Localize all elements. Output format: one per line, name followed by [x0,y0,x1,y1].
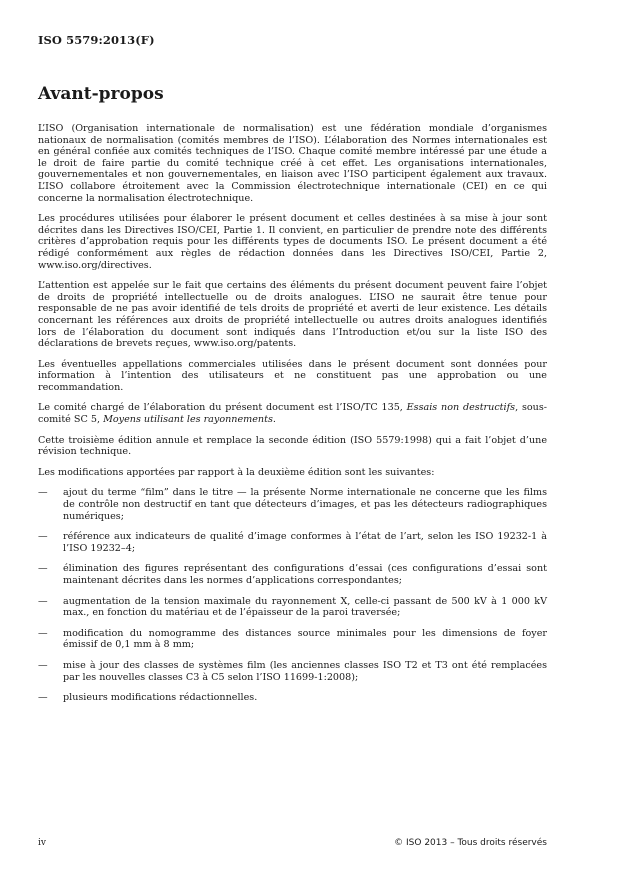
list-item-text: ajout du terme “film” dans le titre — la présente Norme internationale ne concerne que les films de contrôle non destructif en tant que détecteurs d’images, et pas les détecteurs radiographiques numériques; [63,487,547,522]
list-dash: — [38,531,48,543]
list-item-text: référence aux indicateurs de qualité d’image conformes à l’état de l’art, selon les ISO 19232-1 à l’ISO 19232–4; [63,531,547,554]
foreword-body [38,123,547,713]
paragraph-committee [38,402,547,425]
list-item [38,660,547,683]
committee-sc-title: Moyens utilisant les rayonnements [103,414,273,426]
list-item [38,596,547,619]
paragraph-trade-names: Les éventuelles appellations commerciales utilisées dans le présent document sont données pour information à l’intention des utilisateurs et ne constituent pas une approbation ou une recommandation. [38,358,547,393]
list-item-text: augmentation de la tension maximale du rayonnement X, celle-ci passant de 500 kV à 1 000 kV max., en fonction du matériau et de l’épaisseur de la paroi traversée; [63,595,547,619]
list-item-text: mise à jour des classes de systèmes film (les anciennes classes ISO T2 et T3 ont été remplacées par les nouvelles classes C3 à C5 selon l’ISO 11699-1:2008); [63,659,547,683]
list-item-text: élimination des figures représentant des configurations d’essai (ces configurations d’essai sont maintenant décrites dans les normes d’applications correspondantes; [63,563,547,586]
list-item [38,563,547,586]
list-dash: — [38,563,48,575]
list-item-text: plusieurs modifications rédactionnelles. [63,692,258,704]
list-item [38,692,547,704]
list-dash: — [38,692,48,704]
list-dash: — [38,627,48,639]
list-dash: — [38,487,48,499]
list-item [38,487,547,522]
committee-text-after: . [272,414,276,426]
paragraph-edition: Cette troisième édition annule et remplace la seconde édition (ISO 5579:1998) qui a fait l’objet d’une révision technique. [38,434,547,458]
paragraph-patent-rights: L’attention est appelée sur le fait que certains des éléments du présent document peuvent faire l’objet de droits de propriété intellectuelle ou de droits analogues. L’ISO ne saurait être tenue pour responsable de ne pas avoir identifié de tels droits de propriété et averti de leur existence. Les détails concernant les références aux droits de propriété intellectuelle ou autres droits analogues identifiés lors de l’élaboration du document sont indiqués dans l’Introduction et/ou sur la liste ISO des déclarations de brevets reçues, www.iso.org/patents. [38,280,547,350]
paragraph-procedures: Les procédures utilisées pour élaborer le présent document et celles destinées à sa mise à jour sont décrites dans les Directives ISO/CEI, Partie 1. Il convient, en particulier de prendre note des différents critères d’approbation requis pour les différents types de documents ISO. Le présent document a été rédigé conformément aux règles de rédaction données dans les Directives ISO/CEI, Partie 2, www.iso.org/directives. [38,213,547,271]
committee-text-before: Le comité chargé de l’élaboration du présent document est l’ISO/TC 135, [38,402,407,414]
list-item-text: modification du nomogramme des distances source minimales pour les dimensions de foyer émissif de 0,1 mm à 8 mm; [63,627,547,651]
paragraph-changes-intro: Les modifications apportées par rapport à la deuxième édition sont les suivantes: [38,466,435,478]
list-item [38,531,547,554]
committee-text-middle: , sous-comité SC 5, [38,402,547,426]
document-id-header: ISO 5579:2013(F) [38,33,155,47]
paragraph-iso-intro: L’ISO (Organisation internationale de normalisation) est une fédération mondiale d’organismes nationaux de normalisation (comités membres de l’ISO). L’élaboration des Normes internationales est en général confiée aux comités techniques de l’ISO. Chaque comité membre intéressé par une étude a le droit de faire partie du comité technique créé à cet effet. Les organisations internationales, gouvernementales et non gouvernementales, en liaison avec l’ISO participent également aux travaux. L’ISO collabore étroitement avec la Commission électrotechnique internationale (CEI) en ce qui concerne la normalisation électrotechnique. [38,123,547,204]
page-number: iv [38,838,46,848]
list-item [38,628,547,651]
page-title: Avant-propos [38,84,164,104]
list-dash: — [38,595,48,607]
copyright-notice: © ISO 2013 – Tous droits réservés [394,838,547,848]
changes-list [38,487,547,703]
list-dash: — [38,659,48,671]
committee-tc-title: Essais non destructifs [406,402,516,414]
